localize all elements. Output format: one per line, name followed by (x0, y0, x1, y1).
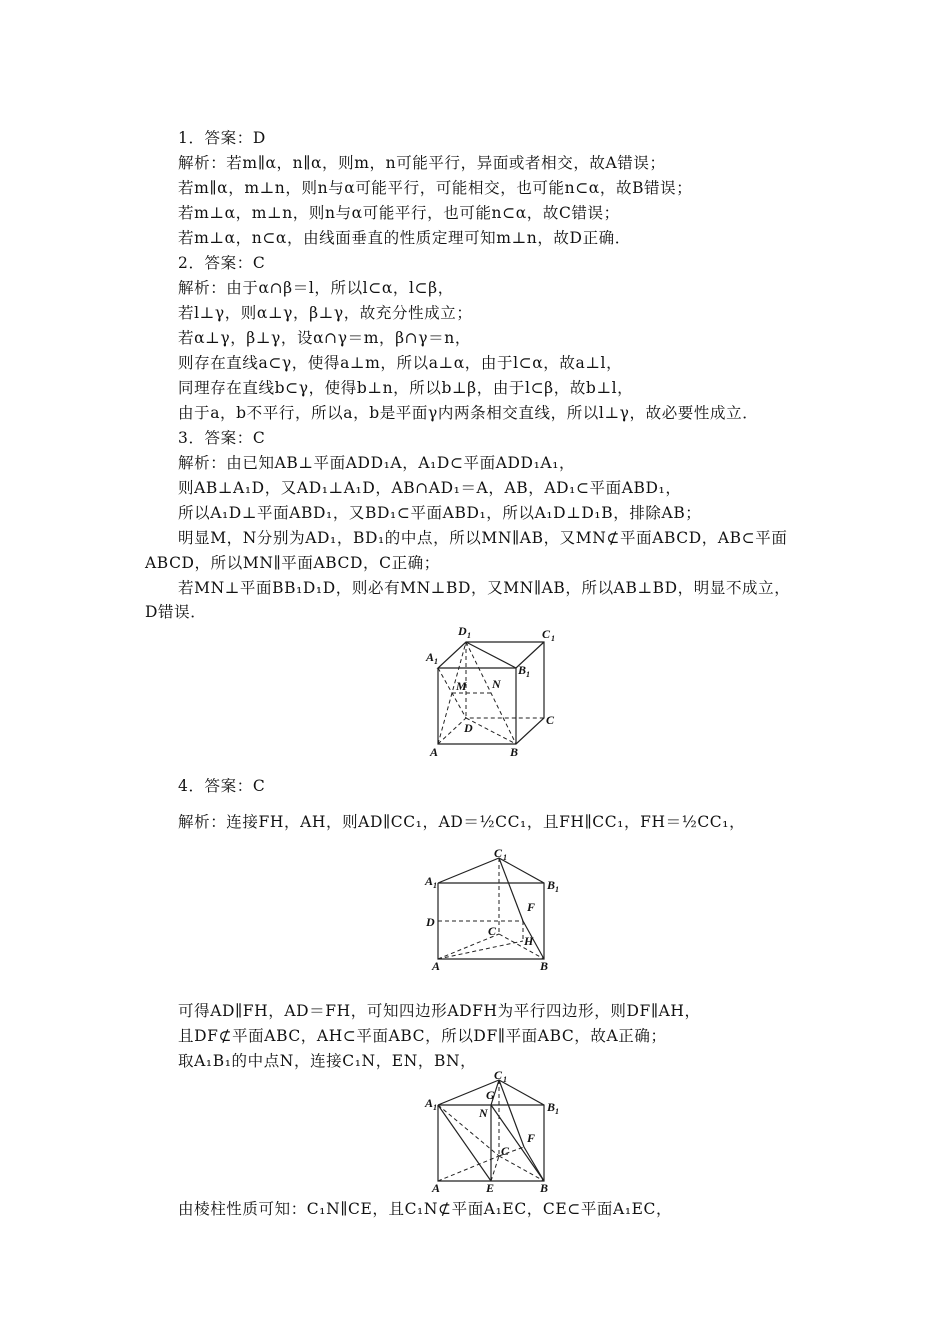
text-line: 明显M，N分别为AD₁，BD₁的中点，所以MN∥AB，又MN⊄平面ABCD，AB⊂平面 (178, 529, 788, 547)
label-C: C (501, 1144, 510, 1158)
text-line: 取A₁B₁的中点N，连接C₁N，EN，BN， (178, 1052, 477, 1070)
text-line: 若m⊥α，m⊥n，则n与α可能平行，也可能n⊂α，故C错误； (178, 204, 620, 222)
label-A: A (430, 745, 439, 759)
label-F: F (527, 900, 536, 914)
label-B1: B (518, 663, 527, 677)
text-line: 所以A₁D⊥平面ABD₁，又BD₁⊂平面ABD₁，所以A₁D⊥D₁B，排除AB； (178, 504, 702, 522)
text-line: D错误． (145, 603, 207, 621)
label-E: E (486, 1181, 495, 1195)
label-M: M (456, 679, 467, 693)
svg-text:1: 1 (467, 631, 471, 640)
label-D: D (464, 721, 473, 735)
text-line: 则存在直线a⊂γ，使得a⊥m，所以a⊥α，由于l⊂α，故a⊥l， (178, 354, 623, 372)
text-line: 解析：由于α∩β＝l，所以l⊂α，l⊂β， (178, 279, 454, 297)
label-B: B (510, 745, 519, 759)
label-H: H (524, 934, 534, 948)
text-line: 2．答案：C (178, 254, 266, 272)
svg-text:1: 1 (551, 634, 555, 643)
text-line: 解析：连接FH，AH，则AD∥CC₁，AD＝½CC₁，且FH∥CC₁，FH＝½CC₁， (178, 813, 746, 831)
text-line: 且DF⊄平面ABC，AH⊂平面ABC，所以DF∥平面ABC，故A正确； (178, 1027, 667, 1045)
label-B: B (540, 959, 549, 973)
text-line: 4．答案：C (178, 777, 266, 795)
text-line: ABCD，所以MN∥平面ABCD，C正确； (145, 554, 440, 572)
svg-text:1: 1 (433, 1103, 437, 1112)
label-N: N (492, 677, 501, 691)
text-line: 同理存在直线b⊂γ，使得b⊥n，所以b⊥β，由于l⊂β，故b⊥l， (178, 379, 634, 397)
text-line: 可得AD∥FH，AD＝FH，可知四边形ADFH为平行四边形，则DF∥AH， (178, 1002, 701, 1020)
text-line: 由棱柱性质可知：C₁N∥CE，且C₁N⊄平面A₁EC，CE⊂平面A₁EC， (178, 1200, 673, 1218)
label-A1: A (426, 650, 435, 664)
text-line: 若m∥α，m⊥n，则n与α可能平行，可能相交，也可能n⊂α，故B错误； (178, 179, 693, 197)
cube-figure (420, 622, 570, 762)
text-line: 3．答案：C (178, 429, 266, 447)
label-B: B (540, 1181, 549, 1195)
label-G: G (486, 1088, 495, 1102)
text-line: 1．答案：D (178, 129, 266, 147)
label-A1: A (425, 1096, 434, 1110)
svg-text:1: 1 (555, 885, 559, 894)
label-A: A (432, 1181, 441, 1195)
label-B1: B (547, 1100, 556, 1114)
prism-figure-1 (420, 845, 580, 980)
label-D: D (426, 915, 435, 929)
svg-text:1: 1 (434, 657, 438, 666)
text-line: 若MN⊥平面BB₁D₁D，则必有MN⊥BD，又MN∥AB，所以AB⊥BD，明显不成立， (178, 579, 791, 597)
text-line: 解析：由已知AB⊥平面ADD₁A，A₁D⊂平面ADD₁A₁， (178, 454, 576, 472)
label-D1: D (458, 624, 467, 638)
label-C1: C (494, 846, 503, 860)
label-A: A (432, 959, 441, 973)
svg-text:1: 1 (526, 670, 530, 679)
text-line: 若l⊥γ，则α⊥γ，β⊥γ，故充分性成立； (178, 304, 473, 322)
svg-text:1: 1 (503, 853, 507, 862)
label-N: N (479, 1106, 488, 1120)
text-line: 解析：若m∥α，n∥α，则m，n可能平行，异面或者相交，故A错误； (178, 154, 666, 172)
text-line: 则AB⊥A₁D，又AD₁⊥A₁D，AB∩AD₁＝A，AB，AD₁⊂平面ABD₁， (178, 479, 682, 497)
label-A1: A (425, 874, 434, 888)
svg-text:1: 1 (433, 881, 437, 890)
label-C1: C (542, 627, 551, 641)
label-C: C (546, 713, 555, 727)
prism-figure-2 (420, 1067, 580, 1197)
label-F: F (527, 1131, 536, 1145)
text-line: 若α⊥γ，β⊥γ，设α∩γ＝m，β∩γ＝n， (178, 329, 471, 347)
svg-text:1: 1 (555, 1107, 559, 1116)
label-C: C (488, 924, 497, 938)
label-C1: C (494, 1068, 503, 1082)
svg-text:1: 1 (503, 1075, 507, 1084)
text-line: 由于a，b不平行，所以a，b是平面γ内两条相交直线，所以l⊥γ，故必要性成立． (178, 404, 759, 422)
label-B1: B (547, 878, 556, 892)
text-line: 若m⊥α，n⊂α，由线面垂直的性质定理可知m⊥n，故D正确． (178, 229, 631, 247)
